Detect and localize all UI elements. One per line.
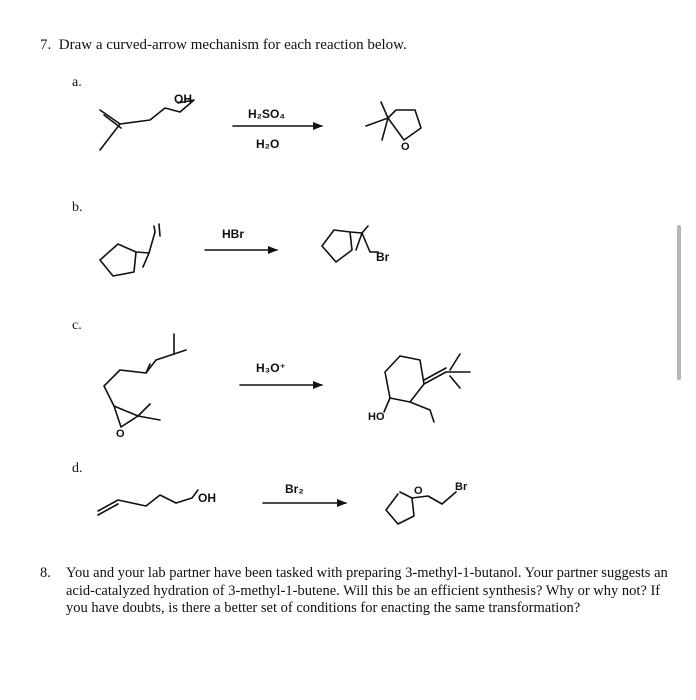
- part-b-label: b.: [72, 200, 83, 215]
- part-b-reagent-top: HBr: [222, 227, 245, 241]
- part-a-starting-material: [100, 92, 194, 150]
- question-8: [40, 565, 680, 618]
- part-a-label: a.: [72, 75, 82, 90]
- part-c-epoxide-o-label: O: [116, 428, 125, 440]
- part-b-product: [322, 226, 390, 264]
- part-d-product-br-label: Br: [455, 481, 468, 493]
- part-a-reagent-bottom: H₂O: [256, 137, 280, 151]
- part-a-product-o-label: O: [401, 141, 410, 153]
- part-d-label: d.: [72, 461, 83, 476]
- part-c-label: c.: [72, 318, 82, 333]
- part-b-product-br-label: Br: [376, 250, 390, 264]
- part-a-oh-label: OH: [174, 92, 192, 106]
- part-a-arrow: [233, 107, 322, 151]
- part-d-starting-material: [98, 490, 216, 515]
- part-a-product: [366, 102, 421, 153]
- question-8-text: You and your lab partner have been tasked with preparing 3-methyl-1-butanol. Your partner suggests an acid-catalyzed hydration of 3-methyl-1-butene. Will this be an efficient synthesis? Why or why not? If you have doubts, is there a better set of conditions for enacting the same transformation?: [66, 565, 668, 616]
- part-d-arrow: [263, 482, 346, 503]
- part-d-reagent-top: Br₂: [285, 482, 304, 496]
- part-c-starting-material: [104, 334, 186, 440]
- part-c-arrow: [240, 361, 322, 385]
- part-a-reagent-top: H₂SO₄: [248, 107, 286, 121]
- part-c-reagent-top: H₃O⁺: [256, 361, 286, 375]
- part-c-product-ho-label: HO: [368, 411, 385, 423]
- question-7-number: 7.: [40, 37, 52, 53]
- part-b-arrow: [205, 227, 277, 250]
- part-b-starting-material: [100, 224, 160, 276]
- question-7-text: Draw a curved-arrow mechanism for each reaction below.: [58, 37, 407, 53]
- part-d-product: [386, 481, 468, 524]
- part-d-product-o-label: O: [414, 485, 423, 497]
- part-c-product: [368, 354, 470, 423]
- vertical-scrollbar[interactable]: [677, 225, 681, 380]
- part-d-oh-label: OH: [198, 491, 216, 505]
- question-8-number: 8.: [40, 565, 51, 581]
